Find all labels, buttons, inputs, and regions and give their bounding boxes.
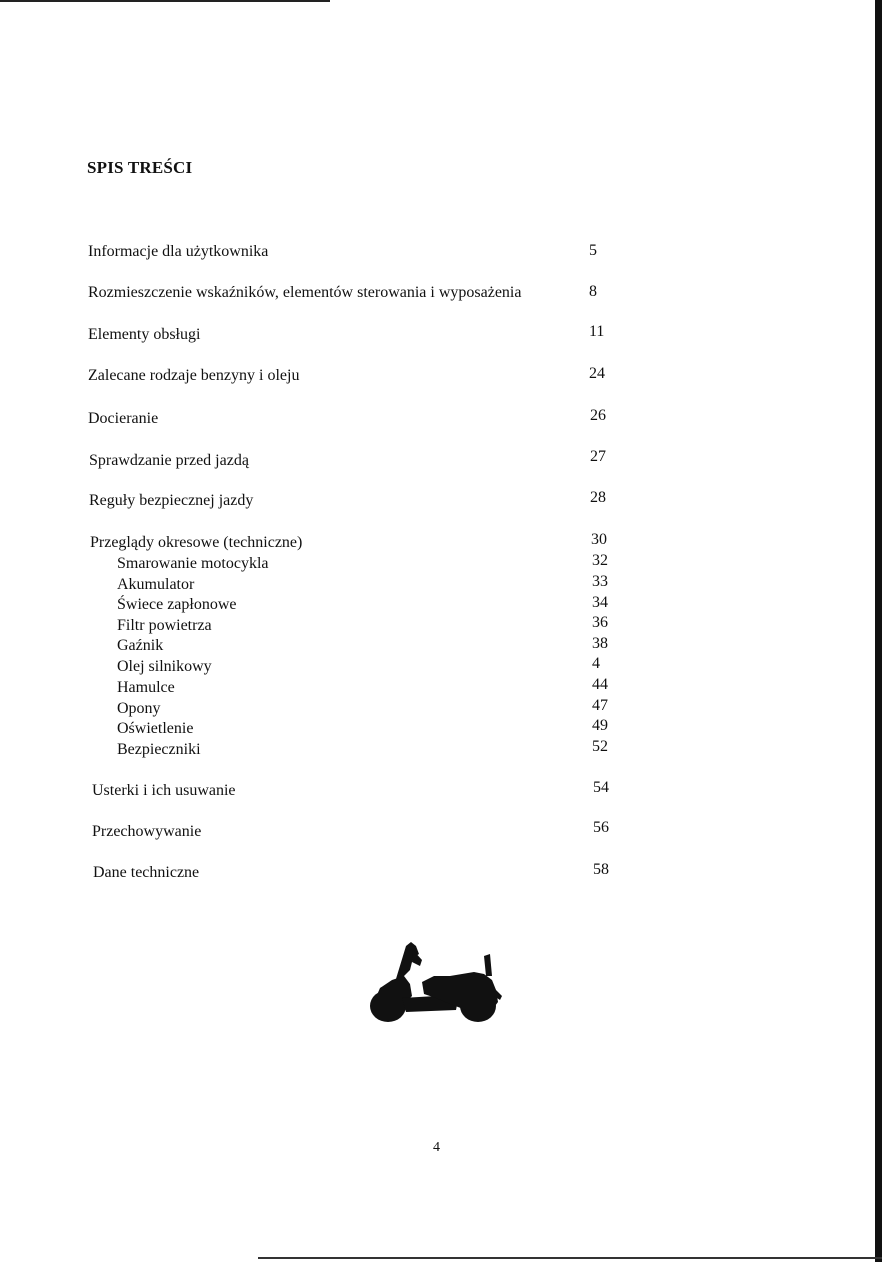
toc-entry-label: Usterki i ich usuwanie xyxy=(92,782,236,799)
toc-subentry-label: Hamulce xyxy=(117,679,175,696)
toc-entry-page: 24 xyxy=(589,365,605,382)
page-title: SPIS TREŚCI xyxy=(87,158,193,177)
toc-entry-label: Informacje dla użytkownika xyxy=(88,243,269,260)
toc-entry-label: Przeglądy okresowe (techniczne) xyxy=(90,534,303,551)
toc-subentry-label: Świece zapłonowe xyxy=(117,596,237,613)
toc-subentry-page: 38 xyxy=(592,635,608,652)
page-number: 4 xyxy=(433,1140,440,1155)
toc-subentry-label: Smarowanie motocykla xyxy=(117,555,269,572)
toc-entry-page: 58 xyxy=(593,861,609,878)
toc-subentry-label: Akumulator xyxy=(117,576,195,593)
toc-entry-page: 27 xyxy=(590,448,606,465)
toc-subentry-page: 33 xyxy=(592,573,608,590)
toc-entry-label: Elementy obsługi xyxy=(88,326,201,343)
toc-subentry-page: 4 xyxy=(592,655,600,672)
toc-subentry-page: 44 xyxy=(592,676,608,693)
toc-entry-page: 11 xyxy=(589,323,605,340)
toc-subentry-label: Opony xyxy=(117,700,161,717)
toc-entry-page: 56 xyxy=(593,819,609,836)
toc-entry-page: 30 xyxy=(591,531,607,548)
toc-entry-label: Zalecane rodzaje benzyny i oleju xyxy=(88,367,300,384)
toc-entry-label: Rozmieszczenie wskaźników, elementów sterowania i wyposażenia xyxy=(88,284,522,301)
toc-entry-label: Reguły bezpiecznej jazdy xyxy=(89,492,254,509)
toc-entry-page: 26 xyxy=(590,407,606,424)
toc-entry-label: Sprawdzanie przed jazdą xyxy=(89,452,249,469)
toc-subentry-label: Bezpieczniki xyxy=(117,741,201,758)
toc-subentry-label: Gaźnik xyxy=(117,637,164,654)
toc-entry-page: 5 xyxy=(589,242,597,259)
toc-entry-label: Dane techniczne xyxy=(93,864,200,881)
toc-entry-label: Przechowywanie xyxy=(92,823,202,840)
toc-subentry-page: 47 xyxy=(592,697,608,714)
scan-right-border xyxy=(875,0,882,1262)
toc-subentry-page: 34 xyxy=(592,594,608,611)
toc-subentry-page: 32 xyxy=(592,552,608,569)
toc-entry-page: 54 xyxy=(593,779,609,796)
toc-subentry-label: Oświetlenie xyxy=(117,720,194,737)
toc-subentry-page: 36 xyxy=(592,614,608,631)
toc-entry-label: Docieranie xyxy=(88,410,159,427)
toc-entry-page: 28 xyxy=(590,489,606,506)
toc-entry-page: 8 xyxy=(589,283,597,300)
toc-subentry-label: Olej silnikowy xyxy=(117,658,212,675)
scan-top-line xyxy=(0,0,330,2)
toc-subentry-page: 52 xyxy=(592,738,608,755)
toc-subentry-label: Filtr powietrza xyxy=(117,617,212,634)
toc-subentry-page: 49 xyxy=(592,717,608,734)
scan-bottom-line xyxy=(258,1257,882,1259)
scooter-silhouette-icon xyxy=(366,940,506,1026)
